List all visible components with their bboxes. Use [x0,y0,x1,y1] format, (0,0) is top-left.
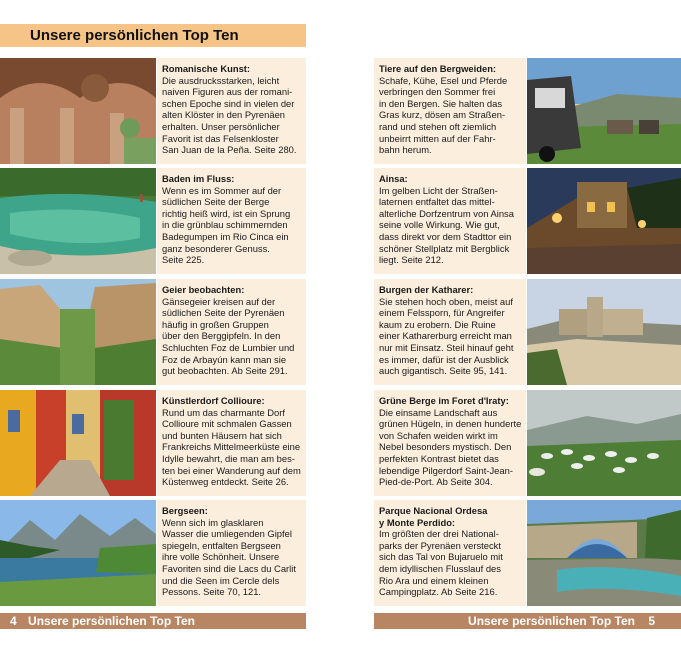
entry-body: Im gelben Licht der Straßen- laternen entfaltet das mittel- alterliche Dorfzentrum von Ainsa seine volle Wirkung. Wie gut, dass direkt vor dem Stadttor ein schöner Stellplatz mit Bergblick liegt. Seite 212. [379,184,514,266]
entry-text-box [374,500,526,606]
entry-text-box [374,58,526,164]
entry-body: Wenn es im Sommer auf der südlichen Seite der Berge richtig heiß wird, ist ein Sprung in die grünblau schimmernden Badegumpen im Rio Cinca ein ganz besonderer Genuss. Seite 225. [162,184,291,266]
footer-left [0,613,306,629]
entry-tiere-auf-den-bergweiden [0,58,681,164]
photo-ainsa-night [527,168,681,274]
entry-body: Gänsegeier kreisen auf der südlichen Seite der Pyrenäen häufig in großen Gruppen über den Berggipfeln. In den Schluchten Foz de Lumbier und Foz de Arbayún kann man sie gut beobachten. Ab Seite 291. [162,295,295,377]
entry-body: Die ausdrucksstarken, leicht naiven Figuren aus der romani- schen Epoche sind in vielen der alten Klöster in den Pyrenäen erhalten. Unser persönlicher Favorit ist das Felsenkloster San Juan de la Peña. Seite 280. [162,74,297,156]
entry-body: Wenn sich im glasklaren Wasser die umliegenden Gipfel spiegeln, entfalten Bergseen ihre volle Schönheit. Unsere Favoriten sind die Lacs du Carlit und die Seen im Cercle dels Pessons. Seite 70, 121. [162,516,296,598]
photo-cathar-castle [527,279,681,385]
entry-text-box [374,279,526,385]
photo-sheep-meadow [527,390,681,496]
footer-left-title: Unsere persönlichen Top Ten [28,614,195,628]
photo-van-with-donkeys [527,58,681,164]
entry-title: Bergseen: [162,505,208,516]
entry-title: Romanische Kunst: [162,63,251,74]
entry-body: Rund um das charmante Dorf Collioure mit schmalen Gassen und bunten Häusern hat sich Frankreichs Mittelmeerküste eine Idylle bewahrt, die man am bes- ten bei einer Wanderung auf dem Küstenweg entdeckt. Seite 26. [162,406,301,488]
page-header-title: Unsere persönlichen Top Ten [0,24,306,47]
entry-title: Grüne Berge im Foret d'Iraty: [379,395,509,406]
entry-burgen-der-katharer [0,279,681,385]
entry-text-box [374,390,526,496]
entry-title: Geier beobachten: [162,284,245,295]
entry-body: Schafe, Kühe, Esel und Pferde verbringen den Sommer frei in den Bergen. Sie halten das Gras kurz, dösen am Straßen- rand und stehen oft ziemlich unbeirrt mitten auf der Fahr- bahn herum. [379,74,508,156]
page-number-left: 4 [10,614,17,628]
entry-title: Tiere auf den Bergweiden: [379,63,497,74]
entry-gruene-berge-foret-iraty [0,390,681,496]
entry-title: Baden im Fluss: [162,173,235,184]
entry-parque-nacional-ordesa [0,500,681,606]
entry-text-box [374,168,526,274]
entry-title: Künstlerdorf Collioure: [162,395,265,406]
footer-right [374,613,681,629]
photo-stone-bridge-river [527,500,681,606]
entry-ainsa [0,168,681,274]
entry-body: Die einsame Landschaft aus grünen Hügeln, in denen hunderte von Schafen weiden wirkt im Nebel besonders mystisch. Den perfekten Kontrast bietet das lebendige Pilgerdorf Saint-Jean- Pied-de-Port. Ab Seite 304. [379,406,522,488]
entry-title: Parque Nacional Ordesa y Monte Perdido: [379,505,488,528]
entry-title: Burgen der Katharer: [379,284,474,295]
footer-right-title: Unsere persönlichen Top Ten [468,614,635,628]
entry-body: Sie stehen hoch oben, meist auf einem Felssporn, für Angreifer kaum zu erobern. Die Ruine einer Katharerburg erreicht man nur mit Einsatz. Steil hinauf geht es immer, dafür ist der Ausblick auch gigantisch. Seite 95, 141. [379,295,514,377]
entry-body: Im größten der drei National- parks der Pyrenäen versteckt sich das Tal von Bujaruelo mit dem idyllischen Flusslauf des Rio Ara und einem kleinen Campingplatz. Ab Seite 216. [379,528,503,598]
entry-title: Ainsa: [379,173,408,184]
page-number-right: 5 [648,614,655,628]
